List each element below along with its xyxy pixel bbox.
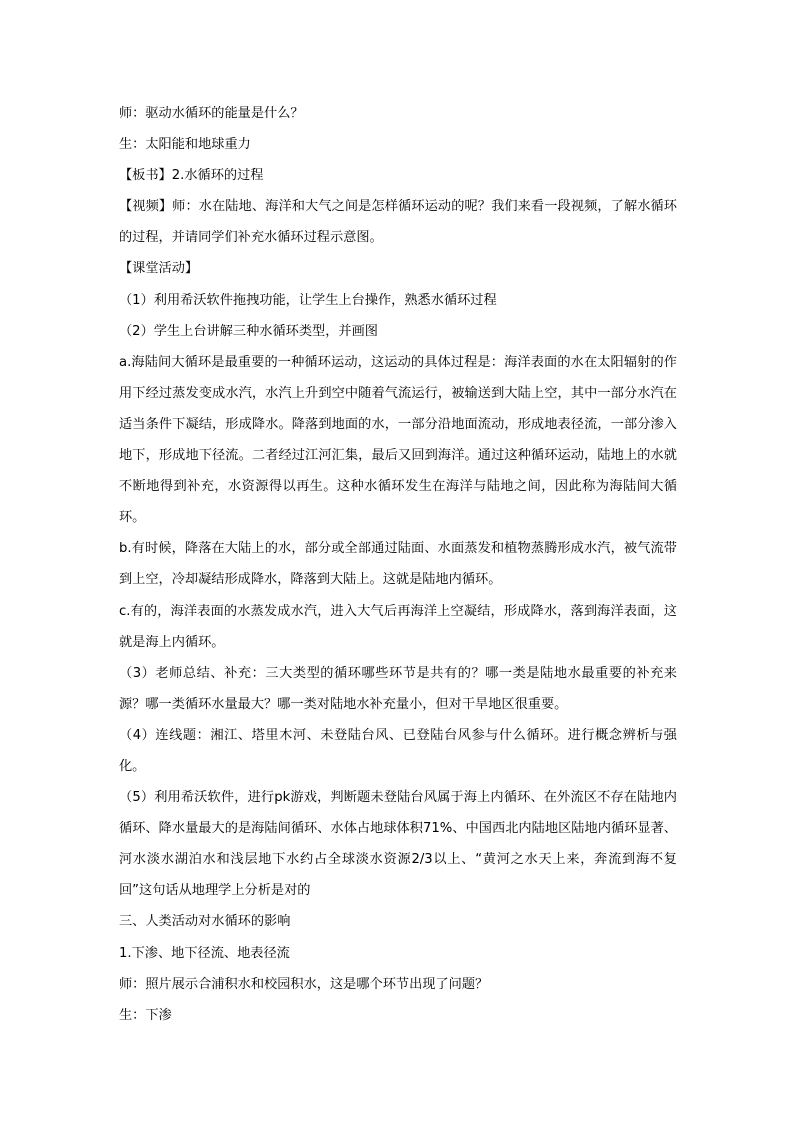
paragraph-board-process: 【板书】2.水循环的过程 [119, 168, 264, 184]
paragraph-video: 【视频】师：水在陆地、海洋和大气之间是怎样循环运动的呢？我们来看一段视频，了解水循环的过程，并请同学们补充水循环过程示意图。 [119, 199, 677, 246]
paragraph-answer-energy: 生：太阳能和地球重力 [119, 137, 251, 153]
paragraph-activity-2: （2）学生上台讲解三种水循环类型，并画图 [119, 323, 378, 339]
paragraph-activity-4: （4）连线题：湘江、塔里木河、未登陆台风、已登陆台风参与什么循环。进行概念辨析与强化。 [119, 727, 677, 774]
paragraph-sea-land-cycle: a.海陆间大循环是最重要的一种循环运动，这运动的具体过程是：海洋表面的水在太阳辐射的作用下经过蒸发变成水汽，水汽上升到空中随着气流运行，被输送到大陆上空，其中一部分水汽在适当条件下凝结，形成降水。降落到地面的水，一部分沿地面流动，形成地表径流，一部分渗入地下，形成地下径流。二者经过江河汇集，最后又回到海洋。通过这种循环运动，陆地上的水就不断地得到补充，水资源得以再生。这种水循环发生在海洋与陆地之间，因此称为海陆间大循环。 [119, 354, 677, 526]
paragraph-inland-cycle: b.有时候，降落在大陆上的水，部分或全部通过陆面、水面蒸发和植物蒸腾形成水汽，被气流带到上空，冷却凝结形成降水，降落到大陆上。这就是陆地内循环。 [119, 541, 677, 588]
paragraph-class-activity: 【课堂活动】 [119, 261, 199, 277]
paragraph-infiltration: 1.下渗、地下径流、地表径流 [119, 945, 290, 961]
paragraph-question-waterlogging: 师：照片展示合浦积水和校园积水，这是哪个环节出现了问题？ [119, 976, 489, 992]
paragraph-activity-1: （1）利用希沃软件拖拽功能，让学生上台操作，熟悉水循环过程 [119, 292, 497, 308]
paragraph-answer-infiltration: 生：下渗 [119, 1007, 172, 1023]
document-page [119, 98, 677, 1031]
paragraph-activity-3: （3）老师总结、补充：三大类型的循环哪些环节是共有的？哪一类是陆地水最重要的补充来源？哪一类循环水量最大？哪一类对陆地水补充量小，但对干旱地区很重要。 [119, 665, 677, 712]
paragraph-activity-5: （5）利用希沃软件，进行pk游戏，判断题未登陆台风属于海上内循环、在外流区不存在陆地内循环、降水量最大的是海陆间循环、水体占地球体积71%、中国西北内陆地区陆地内循环显著、河水淡水湖泊水和浅层地下水约占全球淡水资源2/3以上、“黄河之水天上来，奔流到海不复回”这句话从地理学上分析是对的 [119, 790, 677, 899]
paragraph-question-energy: 师：驱动水循环的能量是什么？ [119, 106, 304, 121]
paragraph-ocean-cycle: c.有的，海洋表面的水蒸发成水汽，进入大气后再海洋上空凝结，形成降水，落到海洋表面，这就是海上内循环。 [119, 603, 677, 650]
section-heading-human-impact: 三、人类活动对水循环的影响 [119, 914, 291, 930]
